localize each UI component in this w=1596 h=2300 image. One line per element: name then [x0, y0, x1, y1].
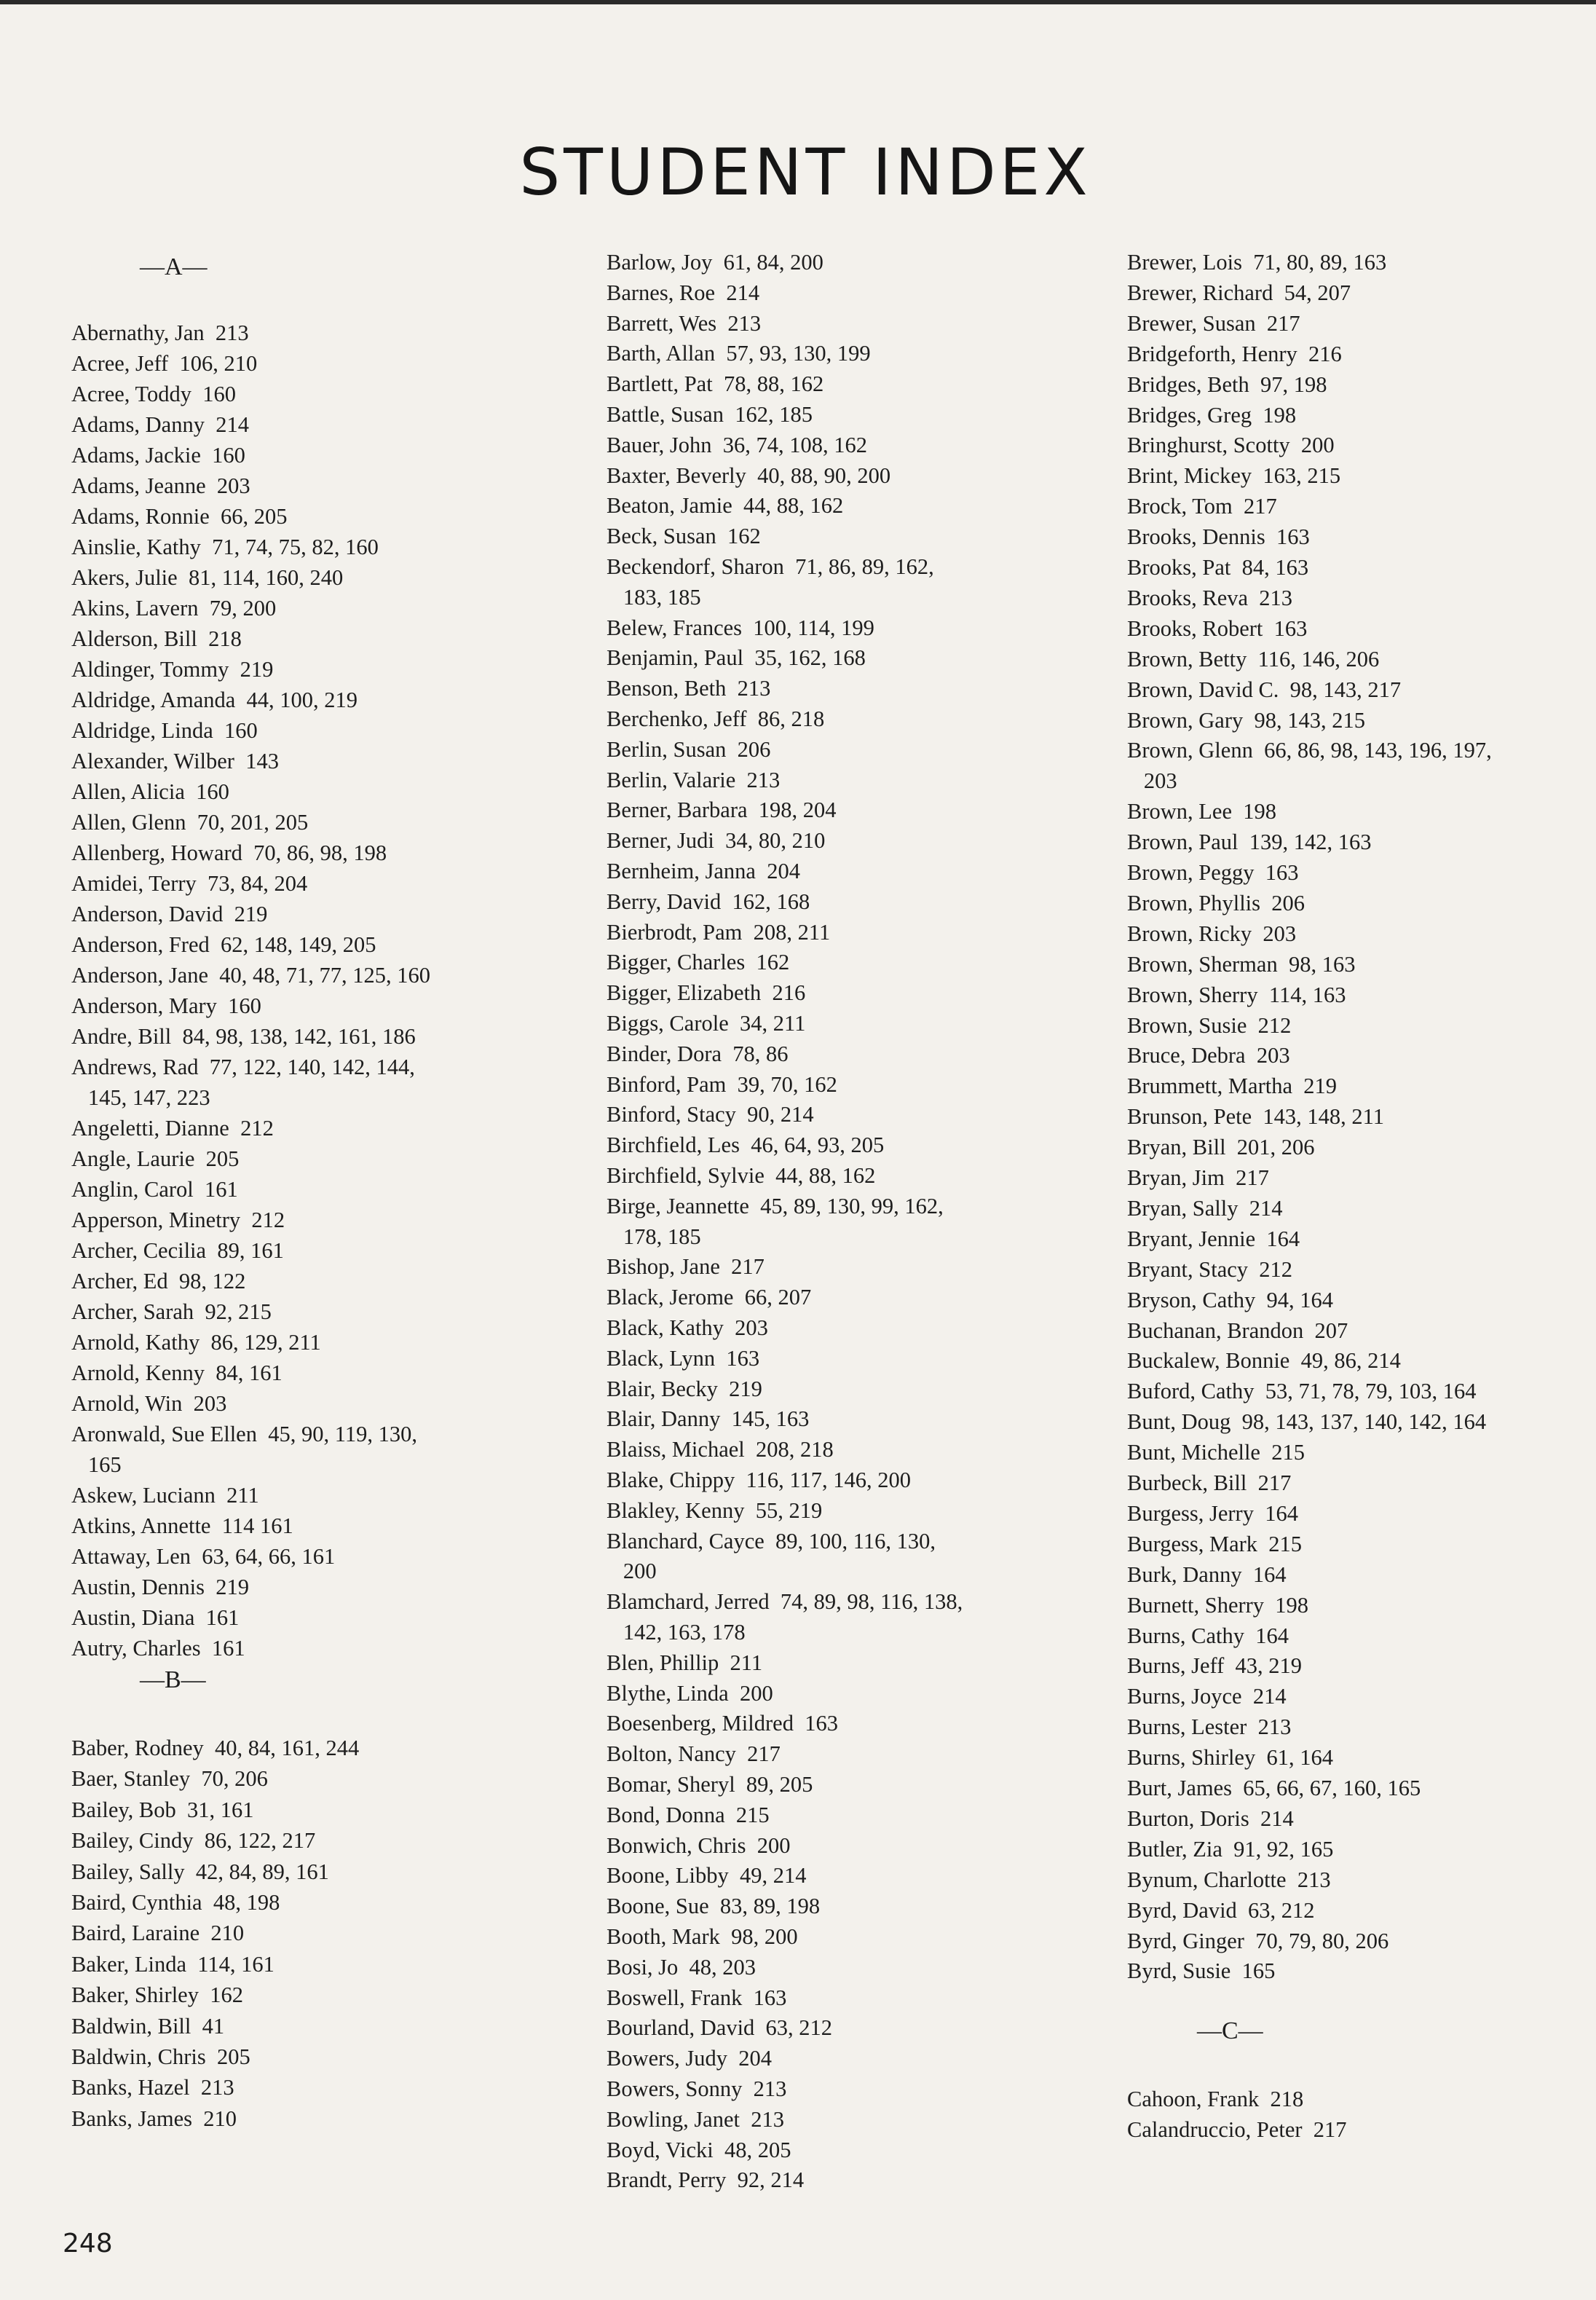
index-entry: Austin, Diana 161: [71, 1605, 240, 1630]
index-entry: Burbeck, Bill 217: [1127, 1470, 1292, 1495]
index-entry: Bourland, David 63, 212: [607, 2015, 833, 2041]
index-entry: Baxter, Beverly 40, 88, 90, 200: [607, 462, 891, 488]
index-entry: Boesenberg, Mildred 163: [607, 1711, 838, 1736]
index-entry: Anderson, Mary 160: [71, 993, 261, 1018]
index-entry: Brown, Betty 116, 146, 206: [1127, 646, 1380, 672]
index-entry: Biggs, Carole 34, 211: [607, 1011, 806, 1036]
index-entry: Acree, Jeff 106, 210: [71, 351, 258, 376]
index-entry: Baird, Cynthia 48, 198: [71, 1890, 280, 1915]
index-entry: Buford, Cathy 53, 71, 78, 79, 103, 164: [1127, 1379, 1477, 1404]
index-entry: Bernheim, Janna 204: [607, 859, 800, 883]
index-entry: Aldridge, Amanda 44, 100, 219: [71, 688, 358, 712]
section-heading-c: —C—: [1197, 2017, 1263, 2044]
index-entry: Andrews, Rad 77, 122, 140, 142, 144,: [71, 1055, 415, 1079]
index-entry: Barrett, Wes 213: [607, 310, 762, 336]
index-entry: Allen, Glenn 70, 201, 205: [71, 810, 309, 835]
index-entry: Brock, Tom 217: [1127, 494, 1277, 519]
index-entry: 142, 163, 178: [607, 1620, 746, 1645]
index-entry: Brummett, Martha 219: [1127, 1074, 1338, 1099]
index-entry: Autry, Charles 161: [71, 1636, 245, 1661]
index-entry: Baker, Shirley 162: [71, 1982, 243, 2008]
index-entry: Benson, Beth 213: [607, 676, 771, 701]
index-entry: Baber, Rodney 40, 84, 161, 244: [71, 1736, 360, 1760]
index-entry: Bryan, Sally 214: [1127, 1195, 1283, 1221]
index-entry: Adams, Jackie 160: [71, 443, 245, 468]
index-entry: Bridges, Beth 97, 198: [1127, 371, 1327, 397]
index-entry: Burton, Doris 214: [1127, 1805, 1294, 1831]
page-top-border: [0, 0, 1596, 4]
index-entry: Allenberg, Howard 70, 86, 98, 198: [71, 840, 387, 865]
index-entry: Anglin, Carol 161: [71, 1177, 238, 1202]
index-entry: Baldwin, Bill 41: [71, 2013, 225, 2039]
index-entry: Baker, Linda 114, 161: [71, 1951, 274, 1977]
index-entry: Brooks, Dennis 163: [1127, 524, 1310, 550]
index-entry: Bunt, Michelle 215: [1127, 1440, 1305, 1465]
index-entry: Brown, Sherry 114, 163: [1127, 982, 1346, 1007]
index-entry: Barnes, Roe 214: [607, 280, 760, 305]
index-entry: Berlin, Susan 206: [607, 736, 771, 762]
index-entry: Adams, Danny 214: [71, 412, 249, 437]
index-entry: Brown, Ricky 203: [1127, 921, 1297, 946]
page-number: 248: [63, 2229, 113, 2258]
index-entry: Blamchard, Jerred 74, 89, 98, 116, 138,: [607, 1589, 963, 1615]
index-entry: Archer, Ed 98, 122: [71, 1269, 246, 1293]
index-entry: Brewer, Richard 54, 207: [1127, 280, 1351, 305]
index-entry: Askew, Luciann 211: [71, 1483, 259, 1508]
index-entry: Bishop, Jane 217: [607, 1254, 765, 1280]
index-entry: Brewer, Susan 217: [1127, 310, 1300, 336]
index-entry: Brandt, Perry 92, 214: [607, 2167, 805, 2193]
index-entry: Byrd, David 63, 212: [1127, 1897, 1315, 1923]
index-entry: Black, Lynn 163: [607, 1345, 760, 1371]
index-entry: Attaway, Len 63, 64, 66, 161: [71, 1544, 336, 1569]
index-entry: Brown, Lee 198: [1127, 799, 1276, 824]
index-entry: Beckendorf, Sharon 71, 86, 89, 162,: [607, 554, 934, 579]
index-entry: Bringhurst, Scotty 200: [1127, 433, 1335, 458]
index-entry: Butler, Zia 91, 92, 165: [1127, 1836, 1334, 1862]
index-entry: Bryson, Cathy 94, 164: [1127, 1287, 1333, 1312]
index-entry: Boswell, Frank 163: [607, 1985, 787, 2010]
index-entry: Baer, Stanley 70, 206: [71, 1766, 268, 1792]
index-entry: Bomar, Sheryl 89, 205: [607, 1772, 813, 1797]
index-entry: Byrd, Susie 165: [1127, 1958, 1276, 1984]
index-entry: Black, Jerome 66, 207: [607, 1285, 812, 1310]
page-title: STUDENT INDEX: [519, 135, 1091, 210]
index-entry: Benjamin, Paul 35, 162, 168: [607, 645, 866, 671]
index-entry: Aldridge, Linda 160: [71, 718, 258, 743]
index-entry: Calandruccio, Peter 217: [1127, 2117, 1347, 2143]
index-entry: Brunson, Pete 143, 148, 211: [1127, 1104, 1384, 1130]
index-entry: Baldwin, Chris 205: [71, 2044, 250, 2069]
index-entry: Booth, Mark 98, 200: [607, 1924, 798, 1949]
index-entry: Arnold, Win 203: [71, 1391, 227, 1416]
index-entry: Burns, Lester 213: [1127, 1714, 1292, 1740]
index-entry: Banks, Hazel 213: [71, 2075, 234, 2100]
index-entry: Burnett, Sherry 198: [1127, 1592, 1309, 1618]
index-entry: Akers, Julie 81, 114, 160, 240: [71, 565, 344, 590]
index-entry: Adams, Ronnie 66, 205: [71, 504, 288, 529]
index-entry: Bosi, Jo 48, 203: [607, 1954, 756, 1980]
index-entry: Binford, Pam 39, 70, 162: [607, 1071, 837, 1097]
index-entry: Acree, Toddy 160: [71, 382, 236, 406]
index-entry: Bowling, Janet 213: [607, 2106, 784, 2132]
index-entry: Burns, Joyce 214: [1127, 1684, 1287, 1709]
index-entry: Berry, David 162, 168: [607, 889, 810, 914]
index-entry: Atkins, Annette 114 161: [71, 1513, 293, 1538]
index-entry: Burk, Danny 164: [1127, 1561, 1287, 1587]
index-entry: Bond, Donna 215: [607, 1802, 770, 1827]
index-entry: Boyd, Vicki 48, 205: [607, 2137, 791, 2162]
index-entry: Birchfield, Les 46, 64, 93, 205: [607, 1133, 885, 1158]
index-entry: Bruce, Debra 203: [1127, 1043, 1290, 1068]
index-entry: Aldinger, Tommy 219: [71, 657, 274, 682]
index-entry: Brown, Peggy 163: [1127, 860, 1299, 885]
index-entry: Bridgeforth, Henry 216: [1127, 341, 1342, 366]
index-entry: Burns, Shirley 61, 164: [1127, 1745, 1333, 1771]
index-entry: Adams, Jeanne 203: [71, 473, 250, 498]
index-entry: Arnold, Kathy 86, 129, 211: [71, 1330, 321, 1355]
index-entry: Alderson, Bill 218: [71, 626, 242, 651]
index-entry: Beck, Susan 162: [607, 524, 761, 549]
index-entry: Archer, Cecilia 89, 161: [71, 1238, 284, 1263]
section-heading-b: —B—: [140, 1666, 206, 1693]
index-entry: Blair, Becky 219: [607, 1376, 762, 1401]
index-entry: Beaton, Jamie 44, 88, 162: [607, 493, 844, 519]
index-entry: Brown, Susie 212: [1127, 1012, 1292, 1038]
index-entry: Bynum, Charlotte 213: [1127, 1867, 1331, 1892]
index-entry: Cahoon, Frank 218: [1127, 2087, 1304, 2111]
index-entry: Brooks, Reva 213: [1127, 585, 1293, 610]
index-entry: Bigger, Elizabeth 216: [607, 980, 806, 1006]
index-entry: Bryan, Jim 217: [1127, 1165, 1269, 1190]
index-entry: Aronwald, Sue Ellen 45, 90, 119, 130,: [71, 1422, 417, 1446]
index-entry: Berchenko, Jeff 86, 218: [607, 706, 825, 731]
index-entry: Abernathy, Jan 213: [71, 320, 249, 345]
index-entry: Berlin, Valarie 213: [607, 767, 781, 792]
index-entry: Buchanan, Brandon 207: [1127, 1318, 1348, 1343]
index-entry: Bowers, Judy 204: [607, 2046, 773, 2071]
index-entry: Boone, Libby 49, 214: [607, 1863, 807, 1889]
index-entry: Archer, Sarah 92, 215: [71, 1299, 272, 1324]
index-entry: Brown, Sherman 98, 163: [1127, 951, 1356, 977]
index-entry: Andre, Bill 84, 98, 138, 142, 161, 186: [71, 1024, 416, 1049]
index-entry: Allen, Alicia 160: [71, 779, 229, 804]
index-entry: Birge, Jeannette 45, 89, 130, 99, 162,: [607, 1193, 944, 1218]
index-entry: Bonwich, Chris 200: [607, 1832, 791, 1858]
index-entry: Bigger, Charles 162: [607, 950, 790, 975]
index-entry: Berner, Judi 34, 80, 210: [607, 828, 826, 854]
index-entry: Binford, Stacy 90, 214: [607, 1102, 814, 1127]
index-entry: Austin, Dennis 219: [71, 1575, 249, 1599]
index-entry: Brint, Mickey 163, 215: [1127, 463, 1341, 489]
index-entry: Bierbrodt, Pam 208, 211: [607, 919, 831, 945]
index-entry: Brown, Gary 98, 143, 215: [1127, 707, 1365, 733]
index-entry: 178, 185: [607, 1224, 701, 1249]
index-entry: Alexander, Wilber 143: [71, 749, 279, 773]
index-entry: Burns, Jeff 43, 219: [1127, 1653, 1303, 1679]
index-entry: Anderson, David 219: [71, 902, 268, 926]
index-entry: Boone, Sue 83, 89, 198: [607, 1894, 821, 1919]
index-entry: Blair, Danny 145, 163: [607, 1406, 810, 1432]
index-entry: 165: [71, 1452, 122, 1477]
index-entry: Bridges, Greg 198: [1127, 402, 1297, 428]
index-entry: Brown, Glenn 66, 86, 98, 143, 196, 197,: [1127, 738, 1492, 763]
index-entry: Anderson, Fred 62, 148, 149, 205: [71, 932, 376, 957]
index-entry: Brown, Paul 139, 142, 163: [1127, 830, 1372, 855]
index-entry: Barth, Allan 57, 93, 130, 199: [607, 341, 871, 366]
index-entry: Bailey, Cindy 86, 122, 217: [71, 1828, 316, 1854]
index-entry: Bunt, Doug 98, 143, 137, 140, 142, 164: [1127, 1409, 1487, 1435]
index-entry: Barlow, Joy 61, 84, 200: [607, 250, 823, 275]
index-entry: Blen, Phillip 211: [607, 1650, 763, 1675]
index-entry: Brown, Phyllis 206: [1127, 890, 1305, 915]
index-entry: Brown, David C. 98, 143, 217: [1127, 677, 1402, 702]
index-entry: Angeletti, Dianne 212: [71, 1116, 274, 1141]
section-heading-a: —A—: [140, 253, 208, 280]
index-entry: Binder, Dora 78, 86: [607, 1041, 789, 1066]
index-entry: Belew, Frances 100, 114, 199: [607, 615, 874, 640]
index-entry: 145, 147, 223: [71, 1085, 210, 1110]
index-entry: 200: [607, 1559, 657, 1584]
index-entry: Bauer, John 36, 74, 108, 162: [607, 432, 867, 457]
index-entry: Baird, Laraine 210: [71, 1921, 245, 1946]
index-entry: Bryant, Stacy 212: [1127, 1256, 1293, 1282]
index-entry: Burgess, Mark 215: [1127, 1531, 1303, 1556]
index-entry: Brooks, Robert 163: [1127, 615, 1308, 641]
index-entry: Angle, Laurie 205: [71, 1146, 240, 1171]
index-entry: Ainslie, Kathy 71, 74, 75, 82, 160: [71, 535, 379, 559]
index-entry: Bowers, Sonny 213: [607, 2076, 787, 2101]
index-entry: Akins, Lavern 79, 200: [71, 596, 277, 621]
index-entry: Bryan, Bill 201, 206: [1127, 1135, 1315, 1160]
index-entry: Black, Kathy 203: [607, 1315, 768, 1340]
index-entry: Bryant, Jennie 164: [1127, 1226, 1300, 1251]
index-entry: Apperson, Minetry 212: [71, 1208, 285, 1232]
index-entry: Blakley, Kenny 55, 219: [607, 1497, 823, 1523]
index-entry: Amidei, Terry 73, 84, 204: [71, 871, 308, 896]
index-entry: Blake, Chippy 116, 117, 146, 200: [607, 1468, 911, 1492]
index-entry: Battle, Susan 162, 185: [607, 402, 813, 427]
index-entry: Berner, Barbara 198, 204: [607, 797, 837, 823]
index-entry: Birchfield, Sylvie 44, 88, 162: [607, 1163, 876, 1188]
index-entry: Arnold, Kenny 84, 161: [71, 1360, 283, 1385]
index-entry: Banks, James 210: [71, 2106, 237, 2131]
index-entry: Burt, James 65, 66, 67, 160, 165: [1127, 1776, 1421, 1800]
index-entry: Bailey, Sally 42, 84, 89, 161: [71, 1859, 329, 1884]
index-entry: Burgess, Jerry 164: [1127, 1500, 1298, 1526]
index-entry: Blaiss, Michael 208, 218: [607, 1437, 834, 1462]
index-entry: Bailey, Bob 31, 161: [71, 1797, 254, 1822]
index-entry: Blanchard, Cayce 89, 100, 116, 130,: [607, 1528, 936, 1553]
index-entry: Brooks, Pat 84, 163: [1127, 555, 1309, 580]
index-entry: 183, 185: [607, 584, 701, 610]
index-entry: Bartlett, Pat 78, 88, 162: [607, 371, 824, 397]
index-entry: Burns, Cathy 164: [1127, 1623, 1289, 1648]
index-entry: Blythe, Linda 200: [607, 1680, 773, 1706]
index-entry: Brewer, Lois 71, 80, 89, 163: [1127, 250, 1387, 275]
index-entry: Bolton, Nancy 217: [607, 1741, 781, 1767]
index-entry: Byrd, Ginger 70, 79, 80, 206: [1127, 1928, 1389, 1953]
index-entry: Anderson, Jane 40, 48, 71, 77, 125, 160: [71, 963, 431, 988]
index-entry: Buckalew, Bonnie 49, 86, 214: [1127, 1348, 1401, 1374]
index-entry: 203: [1127, 768, 1177, 794]
